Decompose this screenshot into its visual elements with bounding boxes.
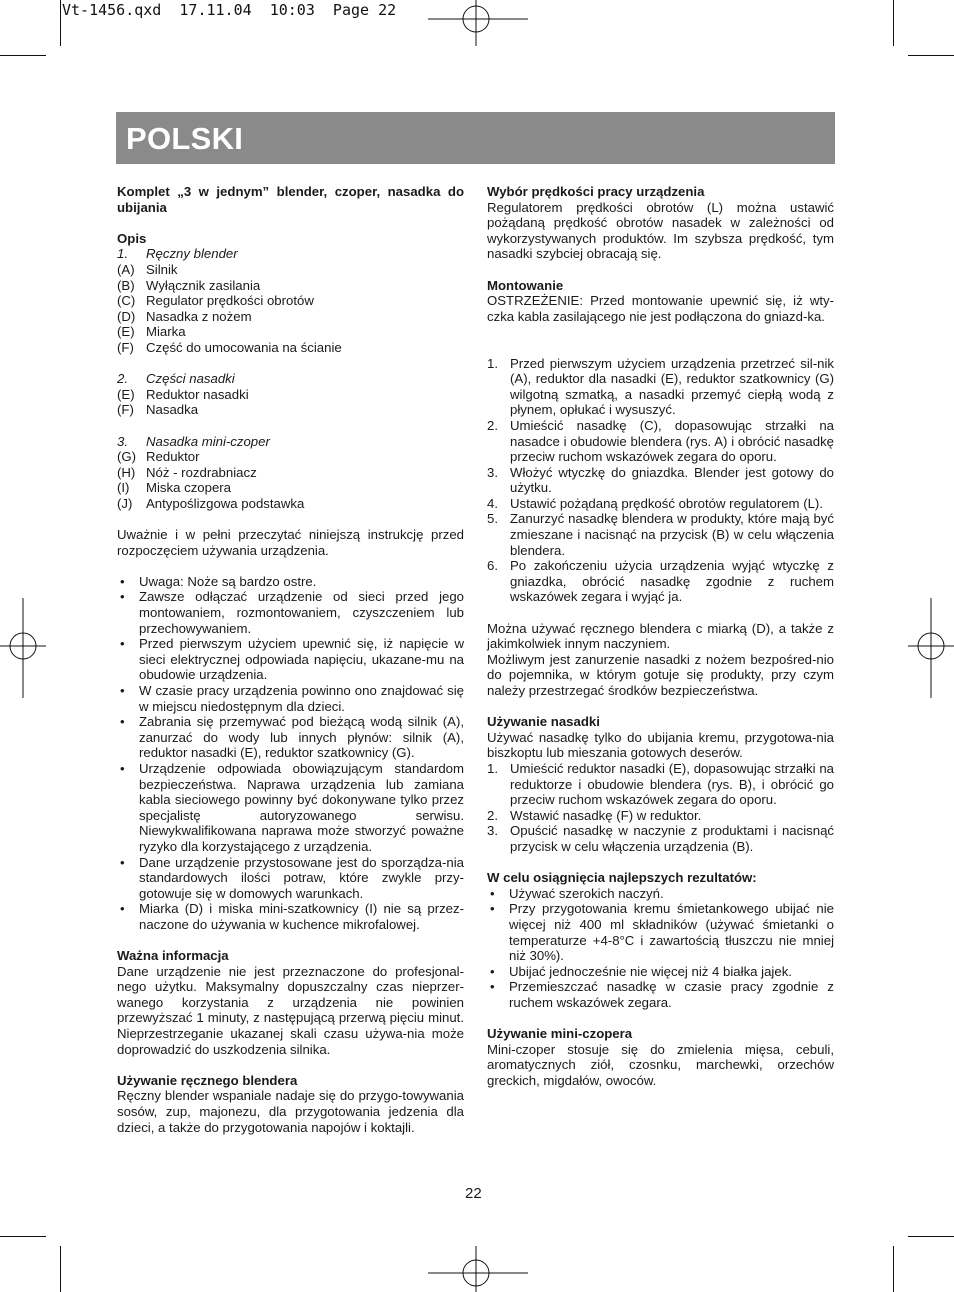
page-number: 22 [465, 1185, 482, 1202]
product-heading: Komplet „3 w jednym” blender, czoper, nasadka do ubijania [117, 184, 464, 215]
blender-usage-heading: Używanie ręcznego blendera [117, 1072, 298, 1088]
crop-mark [0, 1236, 46, 1237]
part-item: (H) Nóż - rozdrabniacz [117, 464, 257, 480]
crop-mark [908, 1236, 954, 1237]
mini-chopper-text: Mini-czoper stosuje się do zmielenia mięsa, cebuli, aromatycznych ziół, czosnku, marchewki, orzechów greckich, migdałów, owoców. [487, 1041, 834, 1088]
registration-mark-left [0, 598, 46, 698]
part-item: (C) Regulator prędkości obrotów [117, 293, 314, 309]
assembly-step: 6. Po zakończeniu użycia urządzenia wyjąć wtyczkę z gniazdka, obrócić nasadkę zgodnie z ruchem wskazówek zegara i wyjąć ja. [487, 558, 834, 605]
assembly-step: 4. Ustawić pożądaną prędkość obrotów regulatorem (L). [487, 495, 823, 511]
group-title: 3. Nasadka mini-czoper [117, 433, 270, 449]
left-column [117, 184, 464, 1135]
banner-title: POLSKI [126, 121, 244, 156]
group-title: 1. Ręczny blender [117, 246, 238, 262]
speed-heading: Wybór prędkości pracy urządzenia [487, 184, 705, 199]
part-item: (A) Silnik [117, 261, 178, 277]
part-item: (F) Nasadka [117, 402, 199, 418]
file-slug: Vt-1456.qxd 17.11.04 10:03 Page 22 [62, 1, 397, 19]
assembly-step: 1. Przed pierwszym użyciem urządzenia przetrzeć sil-nik (A), reduktor dla nasadki (E), reduktor szatkownicy (G) wilgotną szmatką, a nasadki przemyć ciepłą wodą z płynem, opłukać i wysuszyć. [487, 355, 834, 418]
assembly-step: 5. Zanurzyć nasadkę blendera w produkty, które mają być zmieszane i nacisnąć na przycisk (B) w celu włączenia blendera. [487, 511, 834, 558]
important-info-text: Dane urządzenie nie jest przeznaczone do profesjonal-nego użytku. Maksymalny dopuszczalny czas nieprzer-wanego korzystania z urządzenia nie powinien przewyższać 1 minuty, z następującą przerwą pięciu minut. Nieprzestrzeganie ukazanej skali czasu używa-nia może doprowadzić do uszkodzenia silnika. [117, 963, 464, 1057]
assembly-warning: OSTRZEŻENIE: Przed montowanie upewnić się, iż wty-czka kabla zasilającego nie jest podłączona do gniazd-ka. [487, 293, 834, 324]
tip-bullet: • Przy przygotowania kremu śmietankowego ubijać nie więcej niż 400 ml składników (używać śmietanki o temperaturze +4-8°C i zawartością tłuszczu nie mniej niż 30%). [490, 901, 834, 964]
crop-mark [908, 55, 954, 56]
part-item: (B) Wyłącznik zasilania [117, 277, 261, 293]
whisk-usage-text: Używać nasadkę tylko do ubijania kremu, przygotowa-nia biszkoptu lub mieszania gotowych deserów. [487, 729, 834, 761]
safety-bullet: • Przed pierwszym użyciem upewnić się, iż napięcie w sieci elektrycznej odpowiada napięciu, ukazane-mu na obudowie urządzenia. [120, 636, 464, 683]
right-column [487, 184, 834, 1088]
safety-bullet: • Zabrania się przemywać pod bieżącą wodą silnik (A), zanurzać do wody lub innych płynów: silnik (A), reduktor nasadki (E), reduktor szatkownicy (G). [120, 714, 464, 761]
assembly-step: 3. Włożyć wtyczkę do gniazdka. Blender jest gotowy do użytku. [487, 464, 834, 496]
tip-bullet: • Przemieszczać nasadkę w czasie pracy zgodnie z ruchem wskazówek zegara. [490, 979, 834, 1010]
crop-mark [0, 55, 46, 56]
registration-mark-top [428, 0, 528, 46]
assembly-heading: Montowanie [487, 277, 564, 293]
whisk-usage-heading: Używanie nasadki [487, 714, 600, 730]
mini-chopper-heading: Używanie mini-czopera [487, 1026, 633, 1042]
tip-bullet: • Ubijać jednocześnie nie więcej niż 4 białka jajek. [490, 963, 792, 979]
part-item: (D) Nasadka z nożem [117, 308, 252, 324]
whisk-step: 1. Umieścić reduktor nasadki (E), dopasowując strzałki na reduktorze i obudowie blendera (rys. B), i obrócić go przeciw ruchom wskazówek zegara do oporu. [487, 760, 834, 808]
whisk-step: 2. Wstawić nasadkę (F) w reduktor. [487, 807, 702, 823]
important-info-heading: Ważna informacja [117, 948, 229, 964]
safety-bullet: • W czasie pracy urządzenia powinno ono znajdować się w miejscu niedostępnym dla dzieci. [120, 683, 464, 714]
part-item: (I) Miska czopera [117, 480, 232, 496]
immersion-text: Możliwym jest zanurzenie nasadki z nożem bezpośred-nio do pojemnika, w którym gotuje się produkty, przy czym należy przestrzegać środków bezpieczeństwa. [487, 651, 834, 698]
safety-bullet: • Dane urządzenie przystosowane jest do sporządza-nia standardowych ilości potraw, które zwykle przy-gotowuje się w domowych warunkach. [120, 854, 464, 901]
safety-bullet: • Uwaga: Noże są bardzo ostre. [120, 573, 317, 589]
registration-mark-right [908, 598, 954, 698]
read-instructions-note: Uważnie i w pełni przeczytać niniejszą instrukcję przed rozpoczęciem używania urządzenia. [117, 527, 464, 558]
language-banner [116, 112, 835, 164]
crop-mark [60, 0, 61, 46]
crop-mark [60, 1246, 61, 1292]
part-item: (J) Antypoślizgowa podstawka [117, 495, 305, 511]
part-item: (E) Miarka [117, 324, 186, 340]
crop-mark [893, 0, 894, 46]
whisk-step: 3. Opuścić nasadkę w naczynie z produktami i nacisnąć przycisk w celu włączenia urządzenia (B). [487, 823, 834, 854]
speed-text: Regulatorem prędkości obrotów (L) można ustawić pożądaną prędkość obrotów nasadek w zależności od wykorzystywanych produktów. Im szybsza prędkość, tym nasadki szybciej obracają się. [487, 199, 834, 262]
registration-mark-bottom [428, 1246, 528, 1292]
tip-bullet: • Używać szerokich naczyń. [490, 885, 664, 901]
blender-usage-text: Ręczny blender wspaniale nadaje się do przygo-towywania sosów, zup, majonezu, dla przygotowania jedzenia dla dzieci, a także do przygotowania napojów i koktajli. [117, 1088, 464, 1135]
group-title: 2. Części nasadki [117, 371, 235, 387]
part-item: (E) Reduktor nasadki [117, 386, 249, 402]
crop-mark [893, 1246, 894, 1292]
safety-bullet: • Zawsze odłączać urządzenie od sieci przed jego montowaniem, rozmontowaniem, czyszczeniem lub przechowywaniem. [120, 589, 464, 636]
safety-bullet: • Miarka (D) i miska mini-szatkownicy (I) nie są przez-naczone do używania w kuchence mikrofalowej. [120, 901, 464, 932]
best-results-heading: W celu osiągnięcia najlepszych rezultatów: [487, 870, 757, 886]
opis-heading: Opis [117, 230, 147, 246]
part-item: (F) Część do umocowania na ścianie [117, 339, 342, 355]
safety-bullet: • Urządzenie odpowiada obowiązującym standardom bezpieczeństwa. Naprawa urządzenia lub zamiana kabla sieciowego powinny być dokonywane tylko przez specjalistę autoryzowanego serwisu. Niewykwalifikowana naprawa może stworzyć poważne ryzyko dla korzystającego z urządzenia. [120, 760, 464, 854]
measuring-cup-text: Można używać ręcznego blendera c miarką (D), a także z jakimkolwiek innym naczyniem. [487, 620, 834, 652]
assembly-step: 2. Umieścić nasadkę (C), dopasowując strzałki na nasadce i obudowie blendera (rys. A) i obrócić nasadkę przeciw ruchom wskazówek zegara do oporu. [487, 417, 834, 465]
part-item: (G) Reduktor [117, 449, 200, 465]
